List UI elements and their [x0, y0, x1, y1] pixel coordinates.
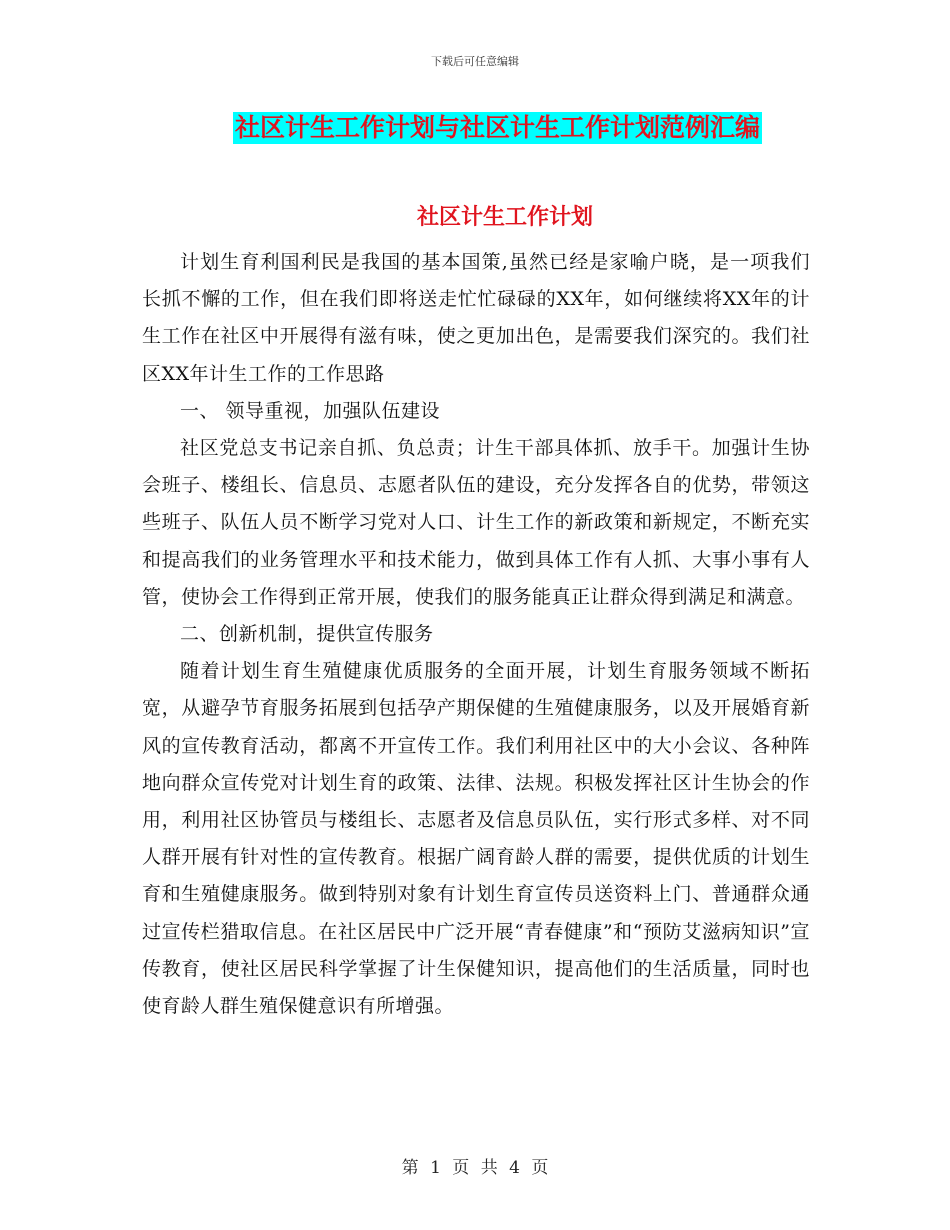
paragraph-leadership: 社区党总支书记亲自抓、负总责；计生干部具体抓、放手干。加强计生协会班子、楼组长、信息员、志愿者队伍的建设，充分发挥各自的优势，带领这些班子、队伍人员不断学习党对人口、计生工作的新政策和新规定，不断充实和提高我们的业务管理水平和技术能力，做到具体工作有人抓、大事小事有人管，使协会工作得到正常开展，使我们的服务能真正让群众得到满足和满意。 [142, 437, 810, 608]
section-title: 社区计生工作计划 [416, 204, 593, 230]
paragraph-innovation: 随着计划生育生殖健康优质服务的全面开展，计划生育服务领域不断拓宽，从避孕节育服务拓展到包括孕产期保健的生殖健康服务，以及开展婚育新风的宣传教育活动，都离不开宣传工作。我们利用社区中的大小会议、各种阵地向群众宣传党对计划生育的政策、法律、法规。积极发挥社区计生协会的作用，利用社区协管员与楼组长、志愿者及信息员队伍，实行形式多样、对不同人群开展有针对性的宣传教育。根据广阔育龄人群的需要，提供优质的计划生育和生殖健康服务。做到特别对象有计划生育宣传员送资料上门、普通群众通过宣传栏猎取信息。在社区居民中广泛开展“青春健康”和“预防艾滋病知识”宣传教育，使社区居民科学掌握了计生保健知识，提高他们的生活质量，同时也使育龄人群生殖保健意识有所增强。 [142, 660, 810, 1018]
main-title-row [0, 112, 950, 148]
heading-innovation: 二、创新机制，提供宣传服务 [180, 623, 434, 646]
page-number: 第 1 页 共 4 页 [401, 1158, 549, 1178]
paragraph-intro: 计划生育利国利民是我国的基本国策,虽然已经是家喻户晓，是一项我们长抓不懈的工作，但在我们即将送走忙忙碌碌的XX年，如何继续将XX年的计生工作在社区中开展得有滋有味，使之更加出色，是需要我们深究的。我们社区XX年计生工作的工作思路 [142, 251, 810, 385]
header-note: 下载后可任意编辑 [431, 55, 519, 68]
document-body [142, 244, 810, 1025]
heading-leadership: 一、 领导重视，加强队伍建设 [180, 399, 441, 422]
main-title: 社区计生工作计划与社区计生工作计划范例汇编 [234, 113, 760, 142]
